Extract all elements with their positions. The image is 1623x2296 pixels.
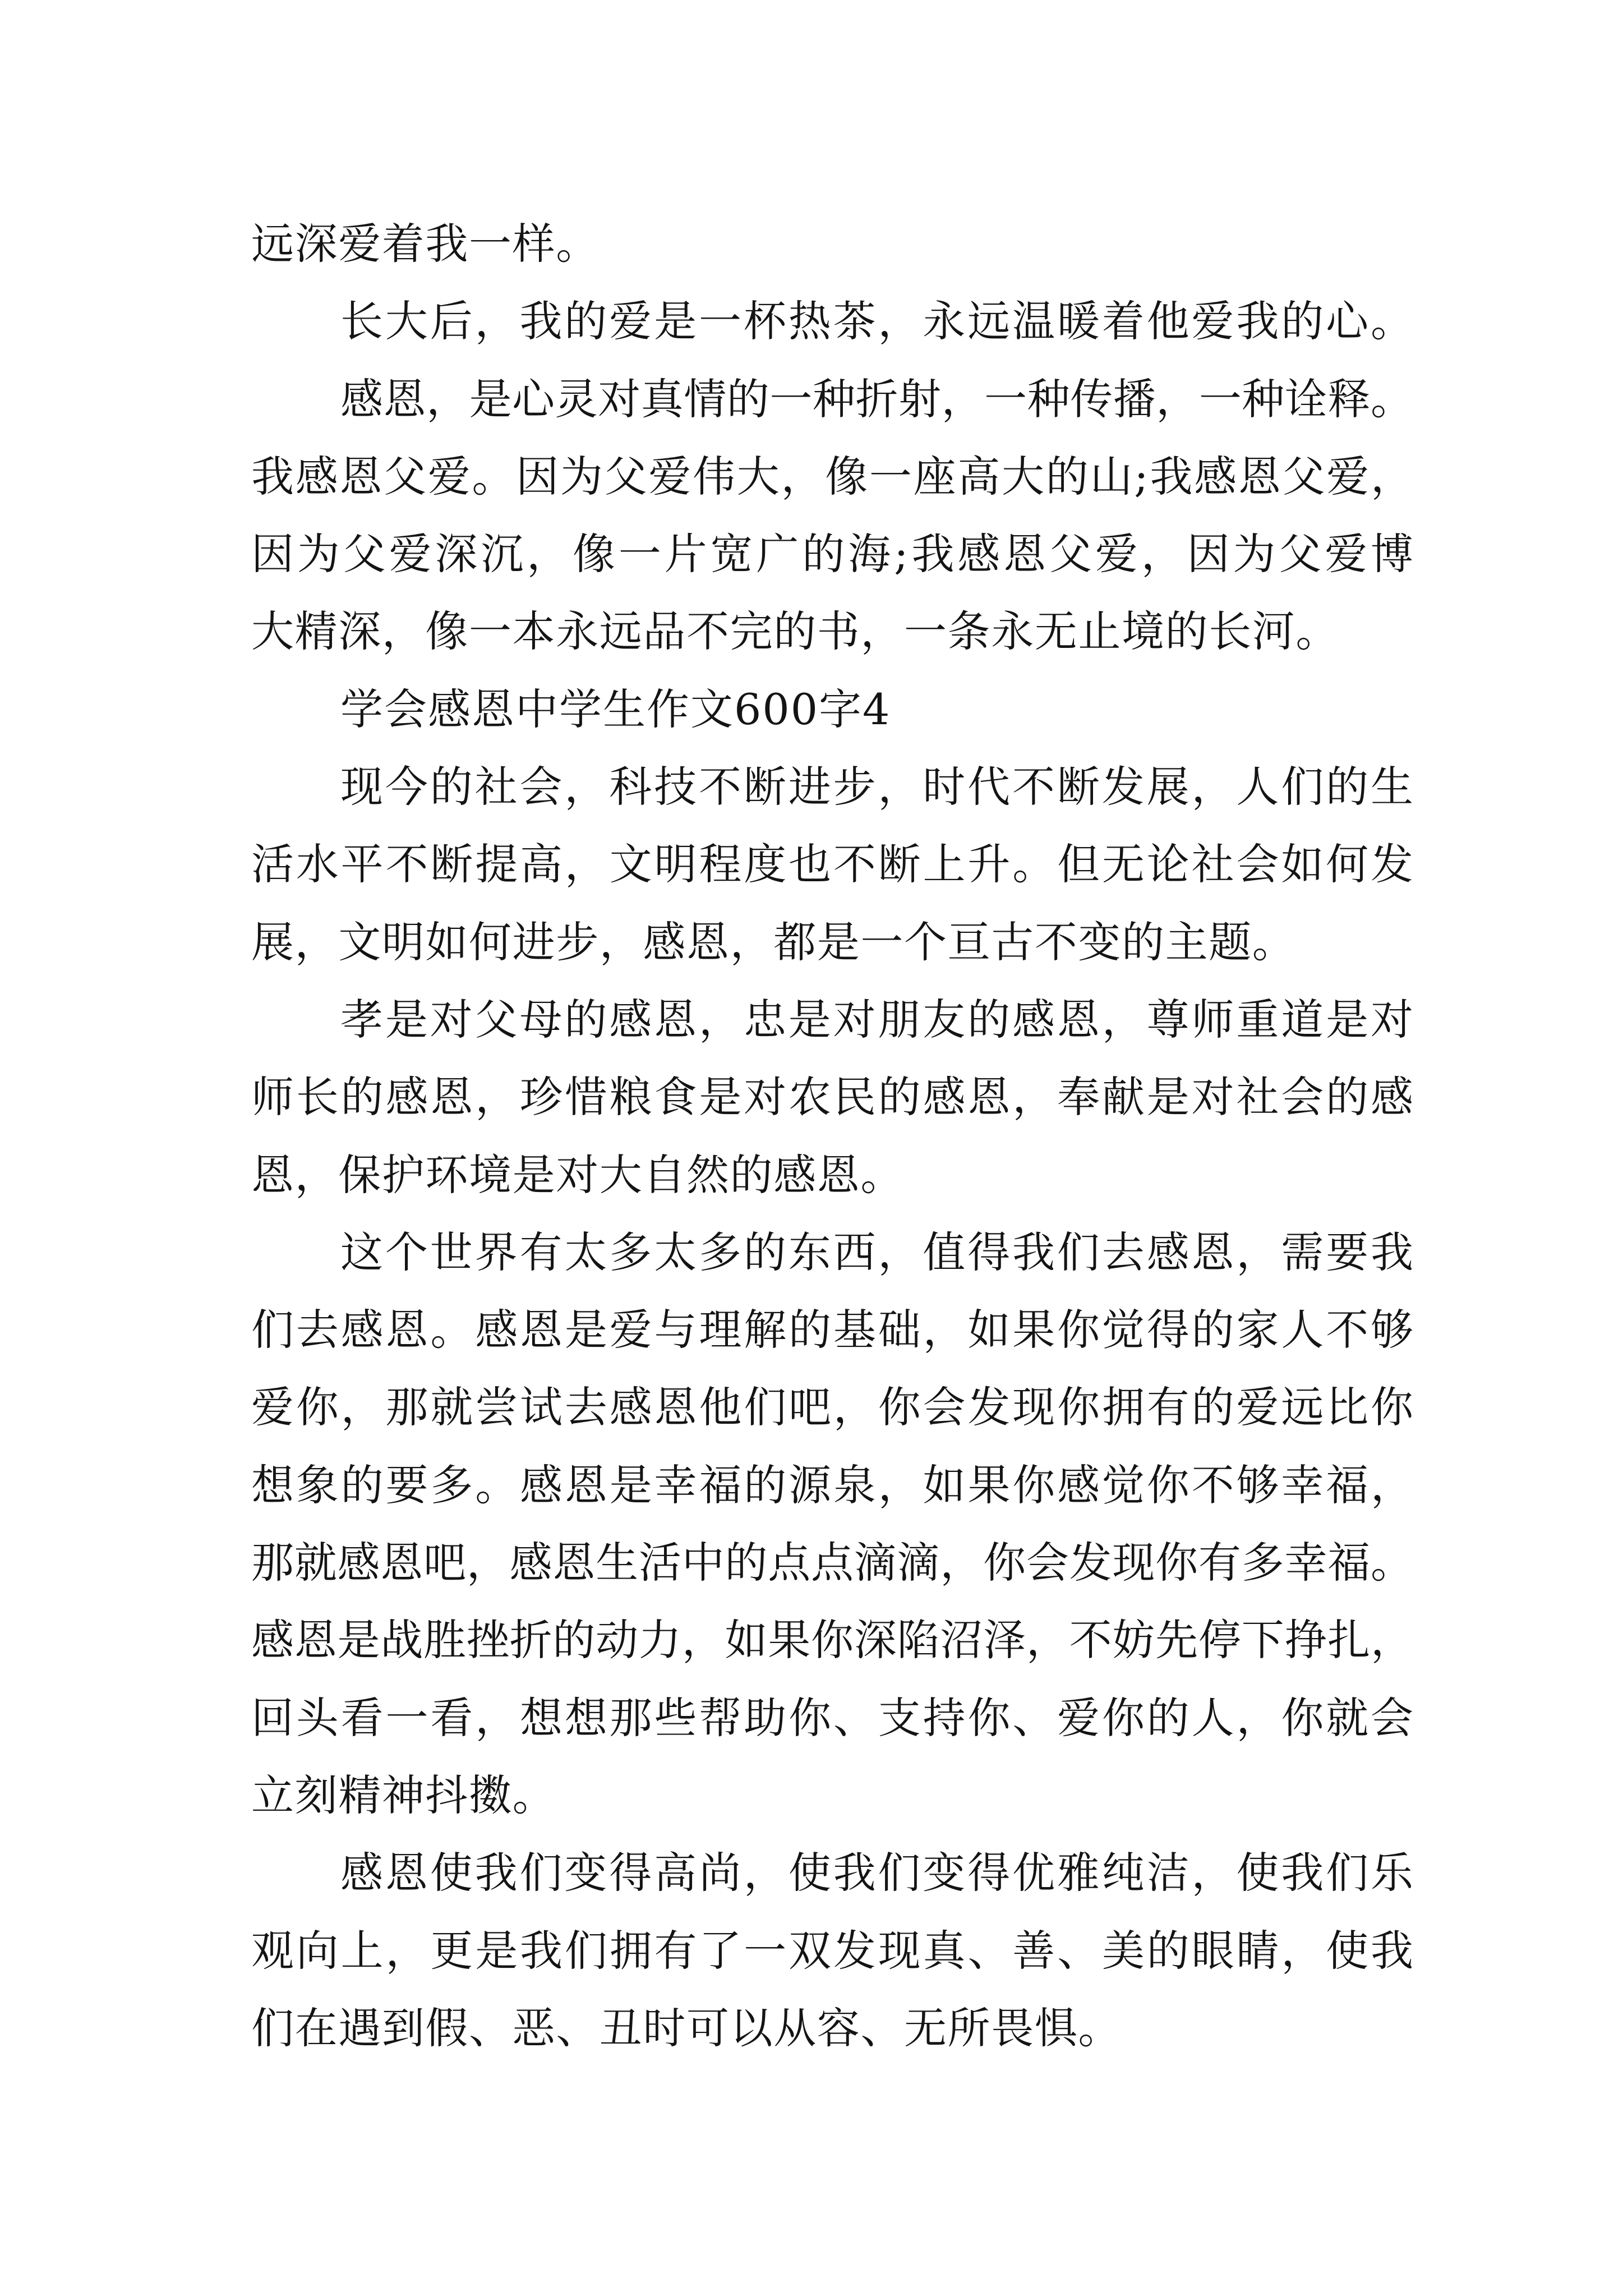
essay-title-line: 学会感恩中学生作文600字4 bbox=[340, 684, 891, 734]
text-line: 活水平不断提高，文明程度也不断上升。但无论社会如何发 bbox=[251, 839, 1413, 890]
document-body bbox=[251, 205, 1413, 2067]
text-line: 远深爱着我一样。 bbox=[251, 219, 600, 269]
text-line: 现今的社会，科技不断进步，时代不断发展，人们的生 bbox=[340, 762, 1413, 812]
text-line: 孝是对父母的感恩，忠是对朋友的感恩，尊师重道是对 bbox=[340, 994, 1413, 1045]
text-line: 这个世界有太多太多的东西，值得我们去感恩，需要我 bbox=[340, 1227, 1413, 1277]
text-line: 感恩是战胜挫折的动力，如果你深陷沼泽，不妨先停下挣扎， bbox=[251, 1615, 1413, 1665]
text-line: 感恩使我们变得高尚，使我们变得优雅纯洁，使我们乐 bbox=[340, 1848, 1413, 1898]
text-line: 恩，保护环境是对大自然的感恩。 bbox=[251, 1149, 904, 1200]
paragraph bbox=[251, 981, 1413, 1214]
paragraph bbox=[251, 748, 1413, 981]
text-line: 想象的要多。感恩是幸福的源泉，如果你感觉你不够幸福， bbox=[251, 1460, 1413, 1510]
text-line: 展，文明如何进步，感恩，都是一个亘古不变的主题。 bbox=[251, 917, 1296, 967]
text-line: 感恩，是心灵对真情的一种折射，一种传播，一种诠释。 bbox=[340, 374, 1413, 424]
paragraph bbox=[251, 1214, 1413, 1834]
text-line: 们在遇到假、恶、丑时可以从容、无所畏惧。 bbox=[251, 2003, 1122, 2053]
text-line: 观向上，更是我们拥有了一双发现真、善、美的眼睛，使我 bbox=[251, 1925, 1413, 1976]
text-line: 长大后，我的爱是一杯热茶，永远温暖着他爱我的心。 bbox=[340, 296, 1413, 347]
text-line: 我感恩父爱。因为父爱伟大，像一座高大的山;我感恩父爱， bbox=[251, 451, 1413, 501]
paragraph bbox=[251, 283, 1413, 360]
text-line: 立刻精神抖擞。 bbox=[251, 1770, 556, 1820]
text-line: 因为父爱深沉，像一片宽广的海;我感恩父爱，因为父爱博 bbox=[251, 529, 1413, 579]
text-line: 师长的感恩，珍惜粮食是对农民的感恩，奉献是对社会的感 bbox=[251, 1072, 1413, 1122]
text-line: 大精深，像一本永远品不完的书，一条永无止境的长河。 bbox=[251, 606, 1339, 657]
paragraph bbox=[251, 361, 1413, 671]
text-line: 那就感恩吧，感恩生活中的点点滴滴，你会发现你有多幸福。 bbox=[251, 1538, 1413, 1588]
text-line: 回头看一看，想想那些帮助你、支持你、爱你的人，你就会 bbox=[251, 1692, 1413, 1743]
paragraph bbox=[251, 205, 1413, 283]
text-line: 爱你，那就尝试去感恩他们吧，你会发现你拥有的爱远比你 bbox=[251, 1382, 1413, 1433]
paragraph bbox=[251, 1834, 1413, 2067]
essay-title bbox=[251, 671, 1413, 748]
text-line: 们去感恩。感恩是爱与理解的基础，如果你觉得的家人不够 bbox=[251, 1305, 1413, 1355]
